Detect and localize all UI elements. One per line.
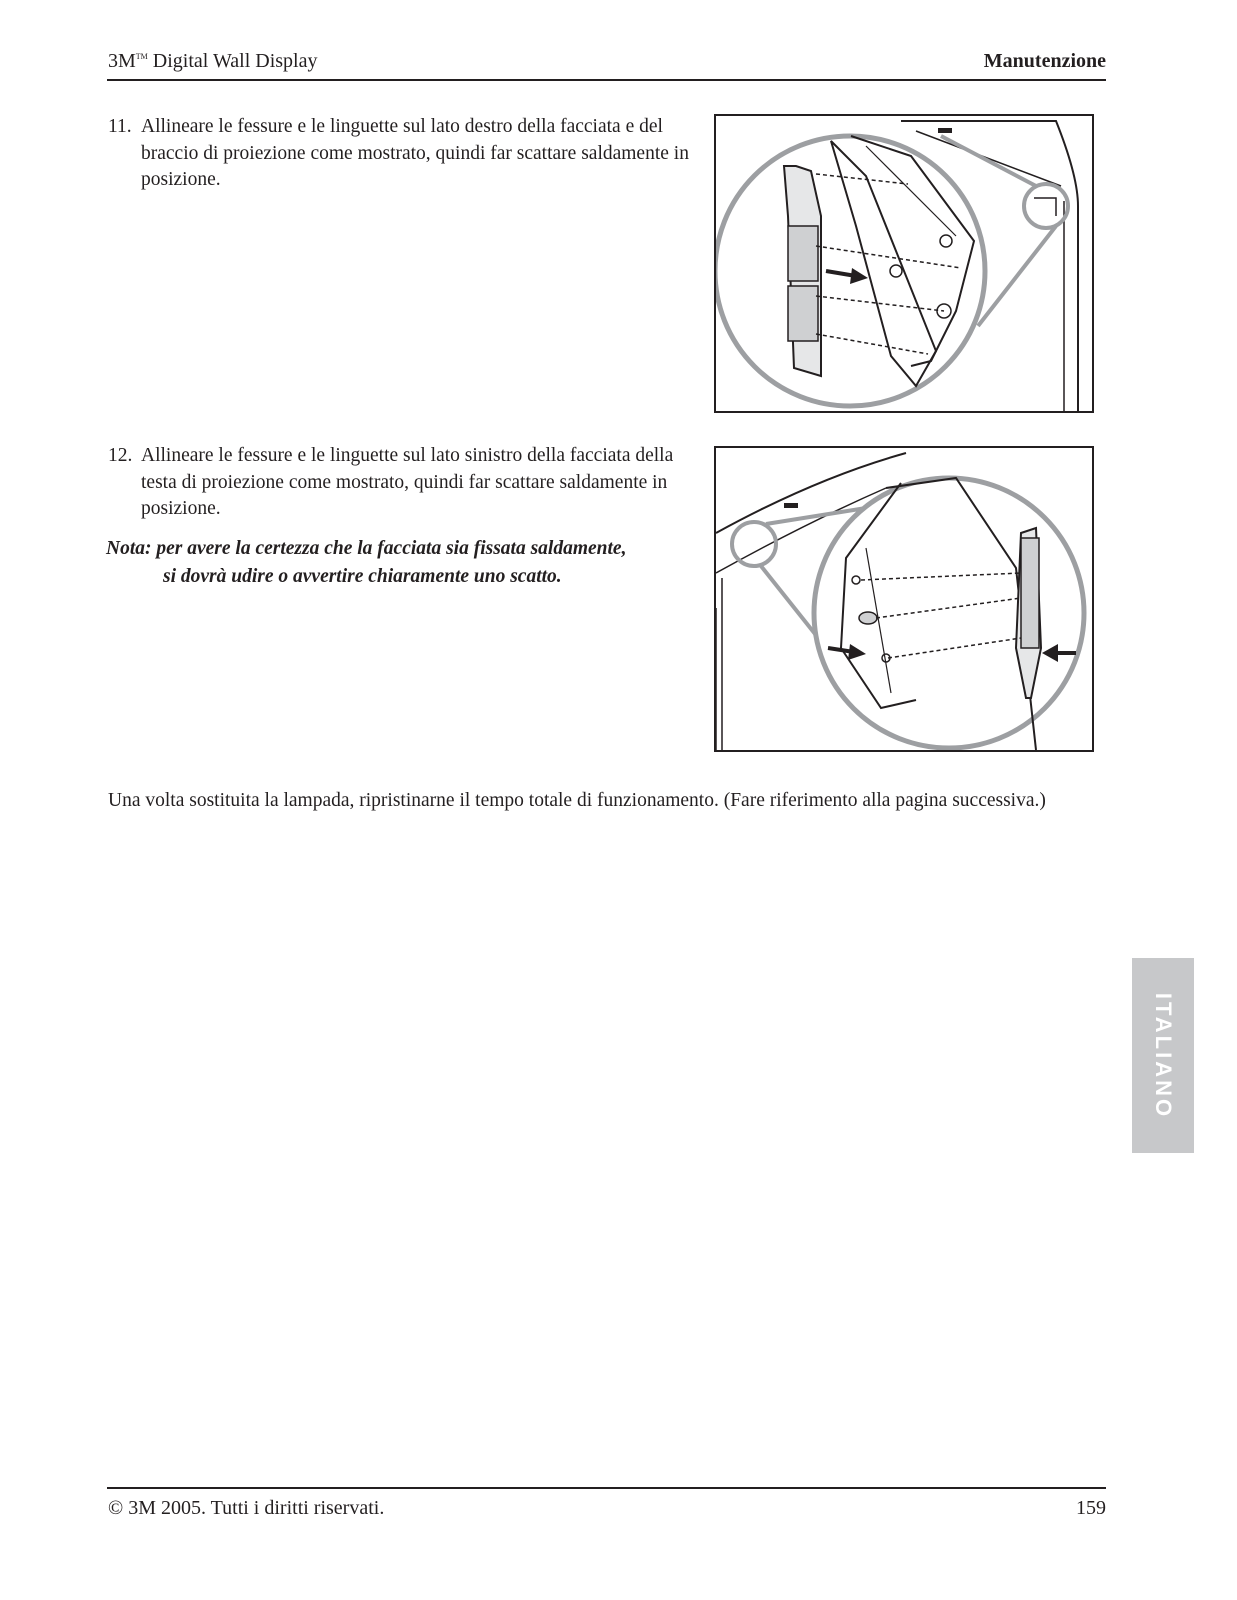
step-number: 11. <box>108 116 132 137</box>
language-tab <box>1132 958 1194 1153</box>
page-number: 159 <box>1076 1497 1106 1519</box>
footer-rule <box>107 1487 1106 1489</box>
closing-paragraph: Una volta sostituita la lampada, ripristinarne il tempo totale di funzionamento. (Fare riferimento alla pagina successiva.) <box>108 790 1046 811</box>
note-line-1: Nota: per avere la certezza che la facciata sia fissata saldamente, <box>106 538 627 559</box>
header-section: Manutenzione <box>983 50 1106 72</box>
step-text: Allineare le fessure e le linguette sul lato destro della facciata e del braccio di proiezione come mostrato, quindi far scattare saldamente in posizione. <box>141 116 689 190</box>
header-title <box>108 50 317 73</box>
figure-right-side-alignment <box>714 114 1094 413</box>
header-product-rest: Digital Wall Display <box>147 50 318 72</box>
footer-copyright: © 3M 2005. Tutti i diritti riservati. <box>108 1497 385 1519</box>
note <box>106 535 706 591</box>
header-rule <box>107 79 1106 81</box>
note-line-2: si dovrà udire o avvertire chiaramente uno scatto. <box>163 566 562 587</box>
step-number: 12. <box>108 445 133 466</box>
trademark-mark: TM <box>135 52 148 61</box>
figure-left-side-alignment <box>714 446 1094 752</box>
illustration-left-facade <box>716 448 1092 750</box>
header-product: 3M <box>108 50 136 72</box>
step-text: Allineare le fessure e le linguette sul lato sinistro della facciata della testa di proiezione come mostrato, quindi far scattare saldamente in posizione. <box>141 445 674 519</box>
illustration-right-facade <box>716 116 1092 411</box>
step-12 <box>108 443 708 523</box>
language-tab-label: ITALIANO <box>1151 992 1176 1119</box>
step-11 <box>108 114 708 194</box>
